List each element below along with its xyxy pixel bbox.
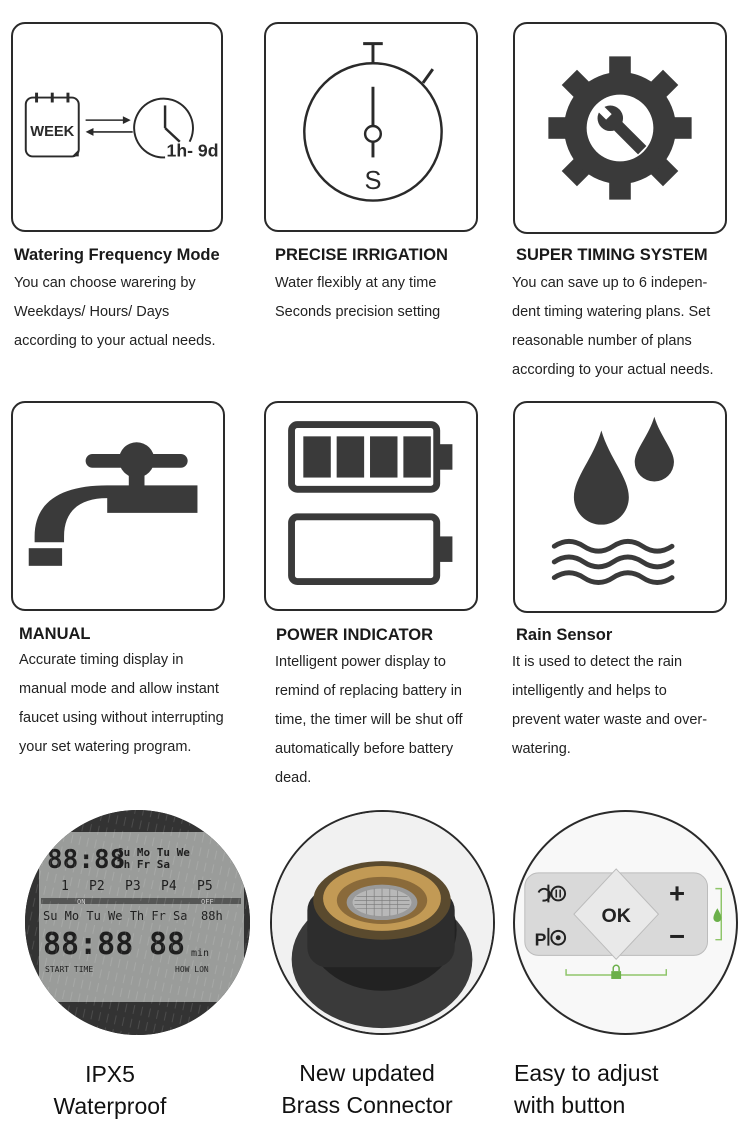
rain-sensor-card: [513, 401, 727, 613]
feature-description: Accurate timing display in manual mode and allow instant faucet using without interrupting your set watering program.: [19, 652, 224, 755]
feature-description: It is used to detect the rain intelligently and helps to prevent water waste and over- watering.: [512, 654, 708, 757]
super-timing-card: [513, 22, 727, 234]
feature-title: MANUAL: [19, 625, 91, 643]
feature-description: Intelligent power display to remind of replacing battery in time, the timer will be shut off automatically before battery dead.: [275, 654, 463, 786]
lcd-screen: [25, 810, 250, 1035]
battery-icon: [266, 403, 476, 609]
lock-icon: [611, 971, 621, 979]
feature-title: SUPER TIMING SYSTEM: [516, 246, 708, 264]
week-label: WEEK: [30, 123, 75, 140]
seconds-label: S: [364, 166, 382, 195]
precise-irrigation-card: [264, 22, 478, 232]
photo-caption: IPX5 Waterproof: [53, 1061, 167, 1119]
feature-title: Rain Sensor: [516, 626, 613, 644]
gear-wrench-icon: [515, 24, 725, 232]
ok-button[interactable]: OK: [601, 905, 631, 928]
frequency-mode-card: [11, 22, 223, 232]
feature-description: You can save up to 6 indepen- dent timing watering plans. Set reasonable number of plans according to your actual needs.: [512, 275, 714, 378]
button-panel: [515, 812, 736, 1033]
brass-connector-photo: [270, 810, 495, 1035]
rain-drop-icon: [713, 908, 721, 922]
stopwatch-icon: [266, 24, 476, 230]
feature-title: PRECISE IRRIGATION: [275, 246, 448, 264]
range-label: 1h- 9d: [166, 140, 219, 161]
photo-caption: Easy to adjust with button: [514, 1060, 659, 1118]
minus-button[interactable]: −: [669, 920, 686, 952]
feature-description: You can choose warering by Weekdays/ Hours/ Days according to your actual needs.: [14, 275, 216, 349]
svg-text:P: P: [534, 929, 547, 950]
manual-card: [11, 401, 225, 611]
power-indicator-card: [264, 401, 478, 611]
lcd-display-photo: [25, 810, 250, 1035]
feature-title: POWER INDICATOR: [276, 626, 434, 644]
water-drops-icon: [515, 403, 725, 611]
feature-title: Watering Frequency Mode: [14, 246, 220, 264]
brass-connector-icon: [272, 812, 493, 1033]
button-panel-photo: [513, 810, 738, 1035]
plan-count-label: 6: [636, 107, 650, 133]
feature-description: Water flexibly at any time Seconds precision setting: [275, 275, 441, 320]
faucet-icon: [13, 403, 223, 609]
plus-button[interactable]: +: [669, 877, 686, 909]
photo-caption: New updated Brass Connector: [281, 1060, 453, 1118]
calendar-clock-icon: [13, 24, 221, 230]
